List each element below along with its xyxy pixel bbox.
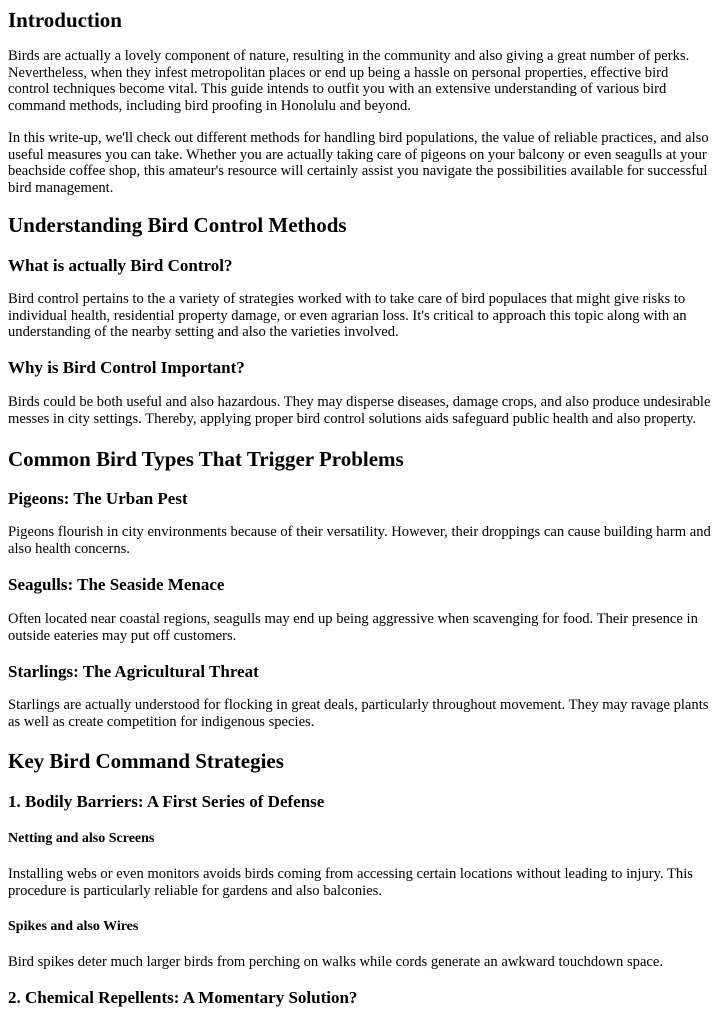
- paragraph-spikes-wires: Bird spikes deter much larger birds from perching on walks while cords generate an awkward touchdown space.: [8, 954, 664, 970]
- subheading-chemical-repellents: 2. Chemical Repellents: A Momentary Solution?: [8, 988, 358, 1007]
- heading-introduction: Introduction: [8, 8, 122, 32]
- subheading-pigeons: Pigeons: The Urban Pest: [8, 489, 188, 508]
- subheading-seagulls: Seagulls: The Seaside Menace: [8, 575, 225, 594]
- heading-common-bird-types: Common Bird Types That Trigger Problems: [8, 447, 404, 471]
- paragraph-starlings: Starlings are actually understood for flocking in great deals, particularly throughout movement. They may ravage plants as well as create competition for indigenous species.: [8, 697, 709, 730]
- subheading-netting-screens: Netting and also Screens: [8, 831, 155, 846]
- subheading-why-important: Why is Bird Control Important?: [8, 358, 245, 377]
- intro-paragraph-2: In this write-up, we'll check out different methods for handling bird populations, the value of reliable practices, and also useful measures you can take. Whether you are actually taking care of pigeons on your balcony or even seagulls at your beachside coffee shop, this amateur's resource will certainly assist you navigate the possibilities available for successful bird management.: [8, 130, 709, 196]
- paragraph-what-is-bird-control: Bird control pertains to the a variety of strategies worked with to take care of bird populaces that might give risks to individual health, residential property damage, or even agrarian loss. It's critical to approach this topic along with an understanding of the nearby setting and also the varieties involved.: [8, 291, 687, 341]
- paragraph-netting-screens: Installing webs or even monitors avoids birds coming from accessing certain locations without leading to injury. This procedure is particularly reliable for gardens and also balconies.: [8, 866, 693, 899]
- heading-key-strategies: Key Bird Command Strategies: [8, 749, 284, 773]
- subheading-what-is-bird-control: What is actually Bird Control?: [8, 256, 233, 275]
- subheading-starlings: Starlings: The Agricultural Threat: [8, 662, 259, 681]
- paragraph-pigeons: Pigeons flourish in city environments because of their versatility. However, their droppings can cause building harm and also health concerns.: [8, 524, 711, 557]
- subheading-spikes-wires: Spikes and also Wires: [8, 919, 139, 934]
- intro-paragraph-1: Birds are actually a lovely component of nature, resulting in the community and also giving a great number of perks. Nevertheless, when they infest metropolitan places or end up being a hassle on personal properties, effective bird control techniques become vital. This guide intends to outfit you with an extensive understanding of various bird command methods, including bird proofing in Honolulu and beyond.: [8, 48, 690, 114]
- paragraph-seagulls: Often located near coastal regions, seagulls may end up being aggressive when scavenging for food. Their presence in outside eateries may put off customers.: [8, 611, 698, 644]
- subheading-physical-barriers: 1. Bodily Barriers: A First Series of Defense: [8, 792, 325, 811]
- heading-understanding-bird-control: Understanding Bird Control Methods: [8, 213, 347, 237]
- paragraph-why-important: Birds could be both useful and also hazardous. They may disperse diseases, damage crops, and also produce undesirable messes in city settings. Thereby, applying proper bird control solutions aids safeguard public health and also property.: [8, 394, 711, 427]
